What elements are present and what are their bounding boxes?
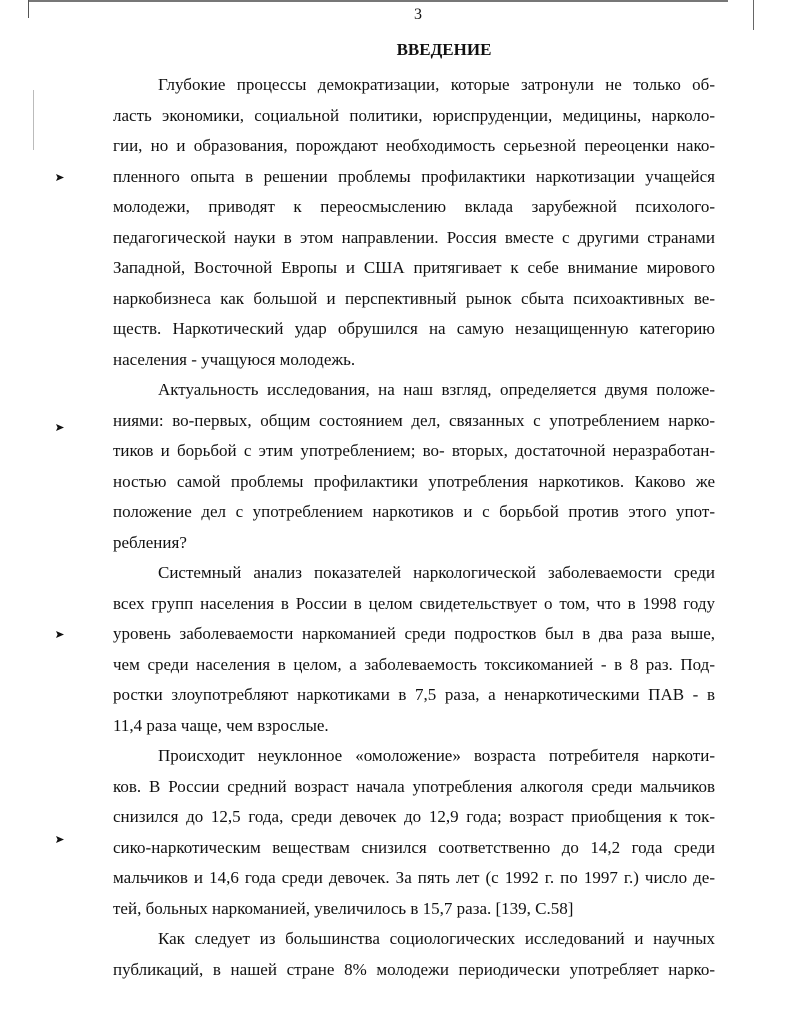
paragraph: [113, 375, 715, 558]
paragraph: [113, 558, 715, 741]
section-title: ВВЕДЕНИЕ: [396, 40, 492, 59]
margin-marker-icon: [56, 836, 64, 843]
margin-marker-icon: [56, 174, 64, 181]
text-line: молодежи, приводят к переосмыслению вклада зарубежной психолого-: [113, 197, 715, 216]
page-number: 3: [414, 6, 422, 23]
text-line: чем среди населения в целом, а заболеваемость токсикоманией - в 8 раз. Под-: [113, 654, 715, 674]
text-line: Западной, Восточной Европы и США притягивает к себе внимание мирового: [113, 258, 715, 277]
text-line: гии, но и образования, порождают необходимость серьезной переоценки нако-: [113, 136, 715, 155]
text-line: педагогической науки в этом направлении. Россия вместе с другими странами: [113, 227, 715, 247]
text-line: населения - учащуюся молодежь.: [113, 349, 356, 369]
text-line: ков. В России средний возраст начала употребления алкоголя среди мальчиков: [113, 776, 715, 796]
text-line: ребления?: [113, 532, 187, 552]
paragraph: [113, 741, 715, 924]
text-line: Как следует из большинства социологических исследований и научных: [158, 929, 715, 948]
text-line: тиков и борьбой с этим употреблением; во- вторых, достаточной неразработан-: [113, 441, 715, 460]
text-line: Происходит неуклонное «омоложение» возраста потребителя наркоти-: [158, 746, 715, 765]
text-line: наркобизнеса как большой и перспективный рынок сбыта психоактивных ве-: [113, 288, 715, 308]
text-line: Системный анализ показателей наркологической заболеваемости среди: [158, 563, 715, 582]
text-line: 11,4 раза чаще, чем взрослые.: [113, 715, 329, 735]
text-line: ласть экономики, социальной политики, юриспруденции, медицины, нарколо-: [113, 105, 715, 125]
text-line: ностью самой проблемы профилактики употребления наркотиков. Каково же: [113, 471, 715, 491]
scan-edge-left-faint: [33, 90, 34, 150]
scan-edge-top: [28, 0, 728, 2]
paragraph: [113, 70, 715, 375]
paragraph: [113, 924, 715, 985]
text-line: публикаций, в нашей стране 8% молодежи периодически употребляет нарко-: [113, 959, 715, 979]
text-line: снизился до 12,5 года, среди девочек до 12,9 года; возраст приобщения к ток-: [113, 807, 715, 826]
document-body: [113, 70, 715, 985]
text-line: пленного опыта в решении проблемы профилактики наркотизации учащейся: [113, 166, 715, 186]
text-line: ществ. Наркотический удар обрушился на самую незащищенную категорию: [113, 319, 715, 338]
text-line: Глубокие процессы демократизации, которые затронули не только об-: [158, 75, 715, 94]
text-line: сико-наркотическим веществам снизился соответственно до 14,2 года среди: [113, 837, 715, 857]
text-line: мальчиков и 14,6 года среди девочек. За пять лет (с 1992 г. по 1997 г.) число де-: [113, 868, 715, 887]
text-line: тей, больных наркоманией, увеличилось в 15,7 раза. [139, С.58]: [113, 898, 574, 918]
margin-marker-icon: [56, 631, 64, 638]
text-line: всех групп населения в России в целом свидетельствует о том, что в 1998 году: [113, 593, 715, 613]
margin-marker-icon: [56, 424, 64, 431]
text-line: уровень заболеваемости наркоманией среди подростков был в два раза выше,: [113, 624, 715, 643]
text-line: Актуальность исследования, на наш взгляд, определяется двумя положе-: [158, 380, 715, 399]
text-line: ростки злоупотребляют наркотиками в 7,5 раза, а ненаркотическими ПАВ - в: [113, 685, 715, 704]
text-line: положение дел с употреблением наркотиков и с борьбой против этого упот-: [113, 502, 715, 521]
text-line: ниями: во-первых, общим состоянием дел, связанных с употреблением нарко-: [113, 410, 715, 430]
